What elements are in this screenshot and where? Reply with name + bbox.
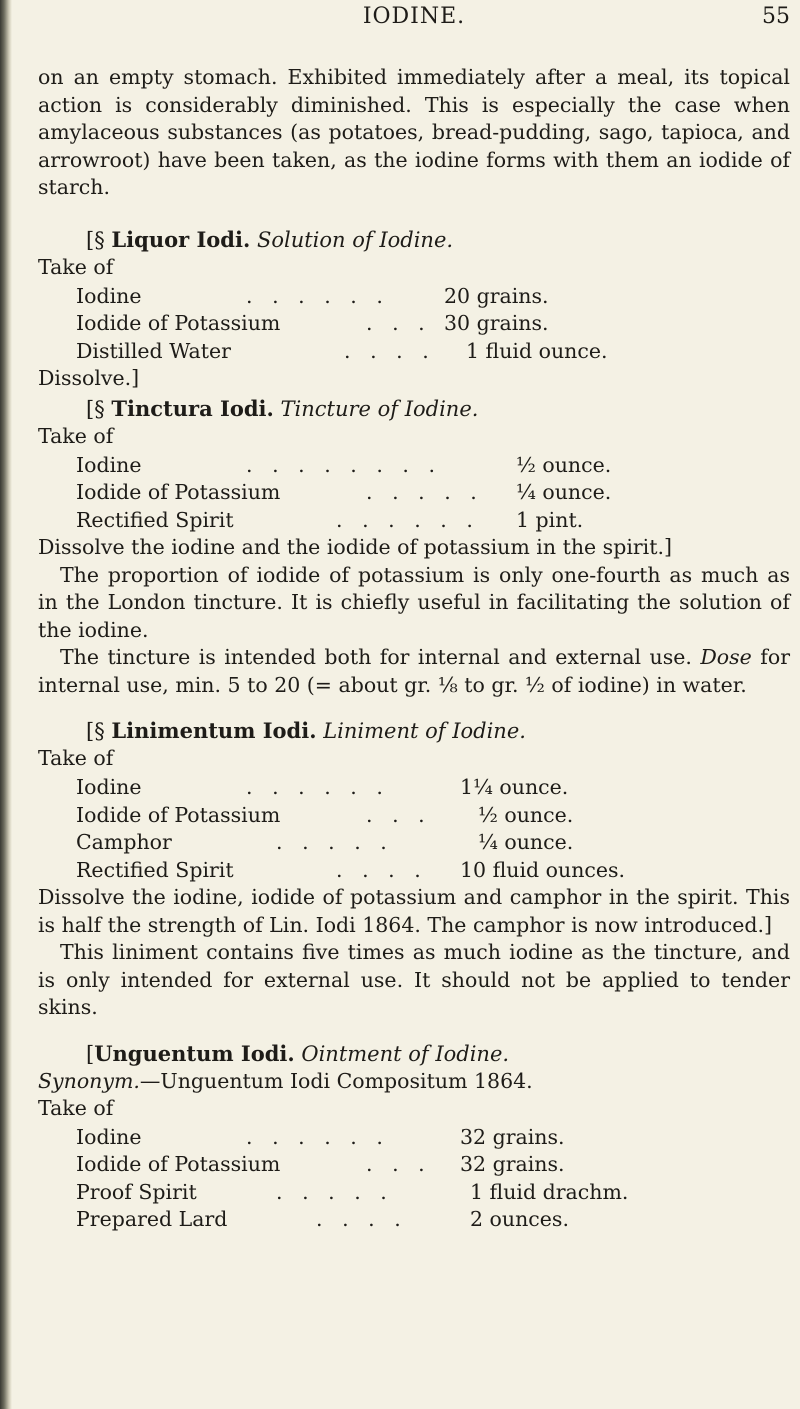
intro-paragraph: on an empty stomach. Exhibited immediately after a meal, its topical action is considerably diminished. This is especially the case when amylaceous substances (as potatoes, bread-pudding, sago, tapioca, and arrowroot) have been taken, as the iodine forms with them an iodide of starch.: [38, 65, 790, 199]
ingredient-name: Rectified Spirit: [76, 507, 234, 532]
ingredient-quantity: 1 pint.: [516, 507, 584, 532]
leader-dots: . . . . .: [366, 480, 477, 504]
leader-dots: . . .: [366, 802, 425, 827]
unguentum-take-of: Take of: [38, 1095, 114, 1120]
book-page: [38, 0, 790, 1234]
ingredient-name: Iodine: [76, 283, 142, 308]
ingredient-name: Proof Spirit: [76, 1179, 197, 1204]
ingredient-quantity: 1 fluid ounce.: [466, 338, 608, 363]
ingredient-name: Distilled Water: [76, 338, 231, 363]
ingredient-quantity: 1¼ ounce.: [460, 775, 569, 799]
leader-dots: . . . . . .: [246, 1124, 383, 1149]
leader-dots: . . . .: [336, 857, 421, 882]
leader-dots: . . . .: [316, 1207, 401, 1231]
ingredient-row: [38, 1124, 790, 1152]
tinctura-name: Tinctura Iodi.: [111, 395, 274, 421]
ingredient-row: [38, 452, 790, 480]
ingredient-row: [38, 479, 790, 507]
liquor-name: Liquor Iodi.: [111, 226, 251, 252]
linimentum-dissolve: Dissolve the iodine, iodide of potassium and camphor in the spirit. This is half the strength of Lin. Iodi 1864. The camphor is now introduced.]: [38, 885, 790, 937]
unguentum-bracket: [: [86, 1041, 95, 1066]
ingredient-row: [38, 1151, 790, 1179]
ingredient-row: [38, 829, 790, 857]
dose-text-end: for internal use, min. 5 to 20 (= about gr. ⅛ to gr. ½ of iodine) in water.: [38, 645, 790, 697]
tinctura-paragraph-proportion: The proportion of iodide of potassium is only one-fourth as much as in the London tincture. It is chiefly useful in facilitating the solution of the iodine.: [38, 562, 790, 642]
ingredient-name: Iodide of Potassium: [76, 480, 281, 504]
liquor-dissolve: Dissolve.]: [38, 366, 140, 390]
unguentum-heading: [38, 1040, 790, 1068]
leader-dots: . . . . . .: [246, 775, 383, 799]
page-number: 55: [762, 4, 790, 29]
ingredient-row: [38, 310, 790, 338]
tinctura-paragraph-dose: [38, 644, 790, 699]
tinctura-heading: [38, 395, 790, 423]
liquor-bracket: [§: [86, 227, 105, 252]
ingredient-quantity: 20 grains.: [444, 283, 549, 308]
ingredient-name: Iodide of Potassium: [76, 802, 281, 827]
leader-dots: . . . . . .: [246, 283, 383, 308]
ingredient-name: Prepared Lard: [76, 1207, 228, 1231]
ingredient-quantity: 32 grains.: [460, 1152, 565, 1176]
tinctura-dissolve: Dissolve the iodine and the iodide of potassium in the spirit.]: [38, 535, 672, 559]
linimentum-paragraph-strength: This liniment contains five times as much iodine as the tincture, and is only intended for external use. It should not be applied to tender skins.: [38, 940, 790, 1019]
ingredient-name: Iodide of Potassium: [76, 311, 281, 335]
running-header: [38, 0, 790, 50]
liquor-english-name: Solution of Iodine.: [256, 227, 454, 252]
ingredient-row: [38, 283, 790, 311]
ingredient-quantity: 1 fluid drachm.: [470, 1179, 629, 1204]
ingredient-name: Iodide of Potassium: [76, 1152, 281, 1176]
ingredient-row: [38, 507, 790, 535]
leader-dots: . . . . . . . .: [246, 452, 435, 477]
linimentum-english-name: Liniment of Iodine.: [323, 719, 526, 743]
ingredient-name: Iodine: [76, 452, 142, 477]
book-spine-shadow: [0, 0, 12, 1409]
unguentum-ingredients: [38, 1124, 790, 1234]
ingredient-row: [38, 857, 790, 885]
ingredient-quantity: 30 grains.: [444, 311, 549, 335]
ingredient-row: [38, 802, 790, 830]
ingredient-row: [38, 1179, 790, 1207]
running-title: IODINE.: [362, 4, 466, 29]
linimentum-name: Linimentum Iodi.: [111, 718, 317, 743]
ingredient-quantity: ¼ ounce.: [478, 830, 574, 854]
leader-dots: . . . . .: [276, 1179, 387, 1204]
ingredient-quantity: ¼ ounce.: [516, 480, 612, 504]
ingredient-quantity: ½ ounce.: [478, 802, 574, 827]
tinctura-english-name: Tincture of Iodine.: [280, 396, 479, 421]
dose-text-start: The tincture is intended both for internal and external use.: [60, 645, 692, 669]
ingredient-quantity: ½ ounce.: [516, 452, 612, 477]
ingredient-name: Rectified Spirit: [76, 857, 234, 882]
ingredient-name: Iodine: [76, 1124, 142, 1149]
ingredient-row: [38, 338, 790, 366]
tinctura-take-of: Take of: [38, 423, 114, 448]
synonym-label: Synonym.: [38, 1068, 140, 1093]
tinctura-ingredients: [38, 452, 790, 535]
ingredient-row: [38, 774, 790, 802]
ingredient-name: Camphor: [76, 830, 172, 854]
unguentum-english-name: Ointment of Iodine.: [301, 1041, 510, 1066]
unguentum-name: Unguentum Iodi.: [94, 1040, 295, 1066]
liquor-take-of: Take of: [38, 254, 114, 279]
leader-dots: . . . . . .: [336, 507, 473, 532]
leader-dots: . . .: [366, 311, 425, 335]
linimentum-heading: [38, 717, 790, 745]
dose-label: Dose: [700, 645, 752, 669]
linimentum-bracket: [§: [86, 719, 105, 743]
ingredient-name: Iodine: [76, 775, 142, 799]
synonym-text: —Unguentum Iodi Compositum 1864.: [139, 1068, 533, 1093]
leader-dots: . . . .: [344, 338, 429, 363]
liquor-heading: [38, 226, 790, 254]
leader-dots: . . .: [366, 1152, 425, 1176]
leader-dots: . . . . .: [276, 830, 387, 854]
ingredient-row: [38, 1206, 790, 1234]
liquor-ingredients: [38, 283, 790, 366]
linimentum-take-of: Take of: [38, 746, 114, 770]
ingredient-quantity: 32 grains.: [460, 1124, 565, 1149]
ingredient-quantity: 2 ounces.: [470, 1207, 569, 1231]
ingredient-quantity: 10 fluid ounces.: [460, 857, 626, 882]
linimentum-ingredients: [38, 774, 790, 884]
tinctura-bracket: [§: [86, 396, 105, 421]
unguentum-synonym: [38, 1068, 790, 1095]
